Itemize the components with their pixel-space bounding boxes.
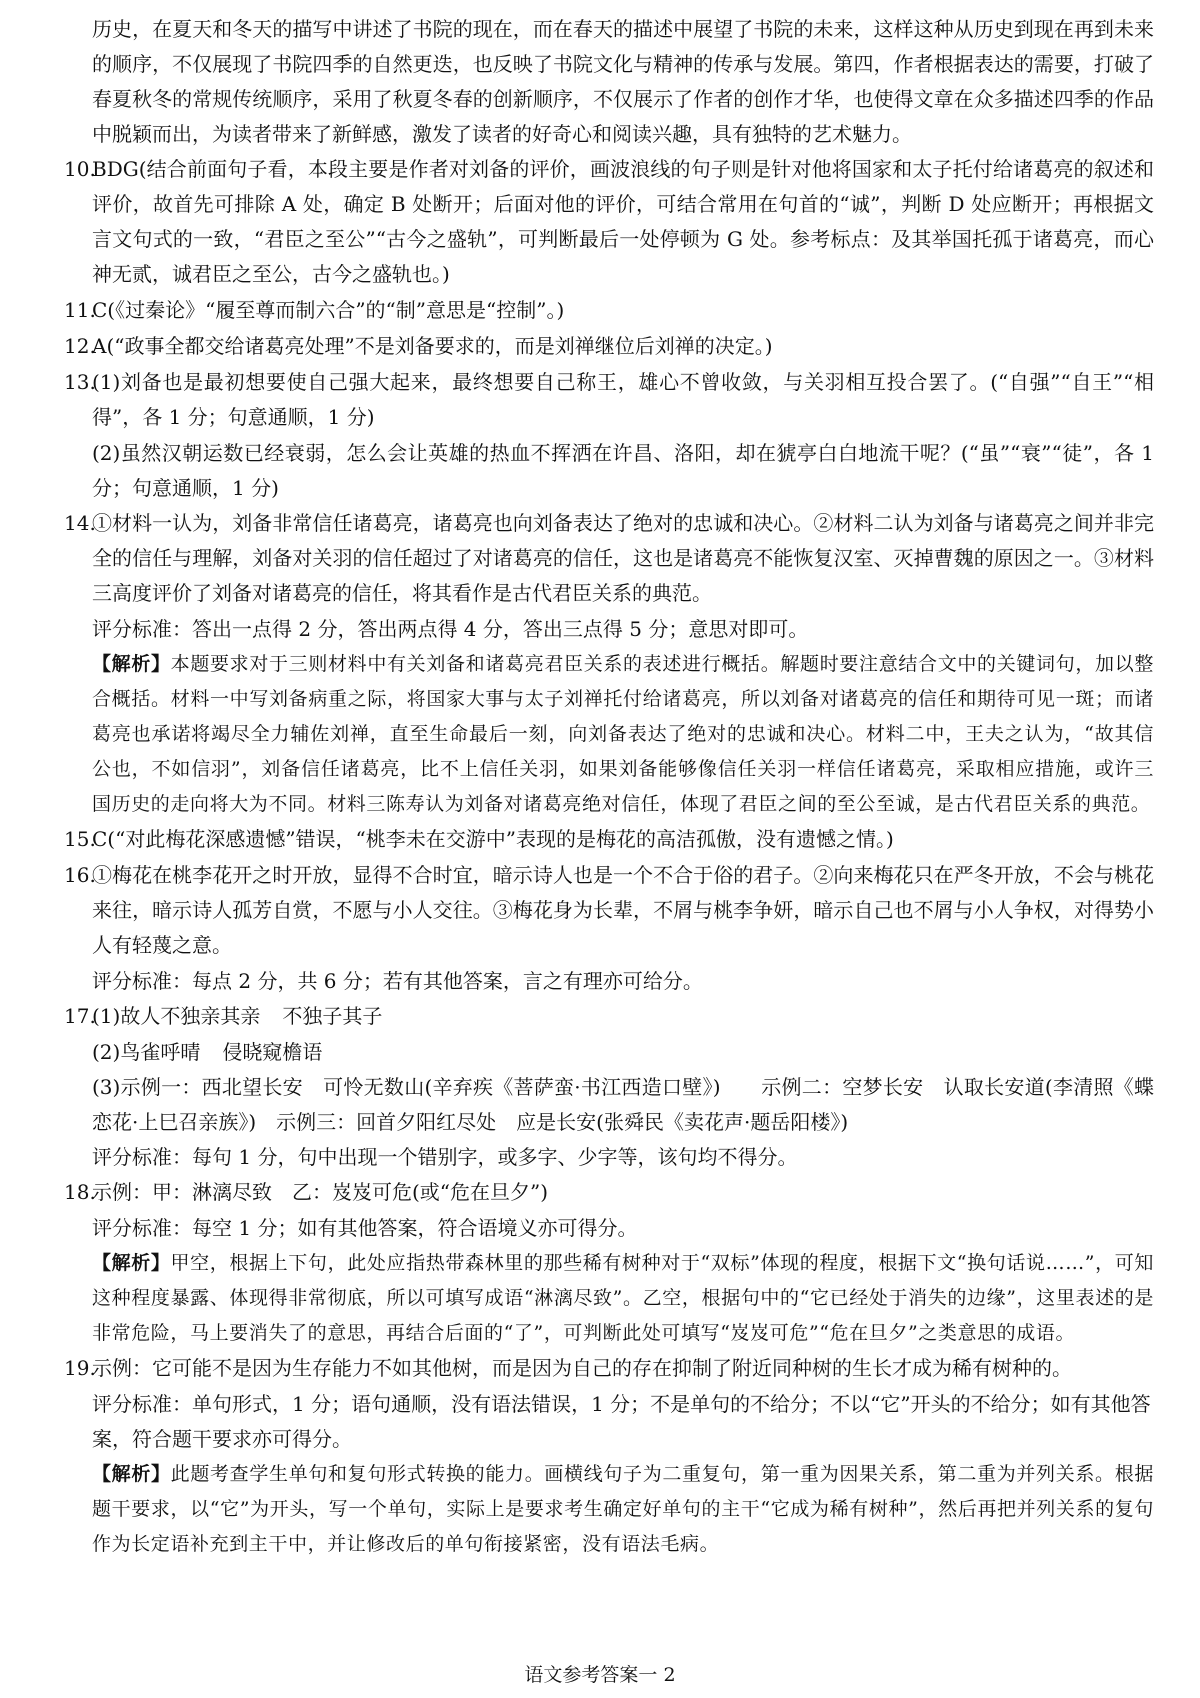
analysis-text: 本题要求对于三则材料中有关刘备和诸葛亮君臣关系的表述进行概括。解题时要注意结合文中的关键词句，加以整合概括。材料一中写刘备病重之际，将国家大事与太子刘禅托付给诸葛亮，所以刘备对诸葛亮的信任和期待可见一斑；而诸葛亮也承诺将竭尽全力辅佐刘禅，直至生命最后一刻，向刘备表达了绝对的忠诚和决心。材料二中，王夫之认为，“故其信公也，不如信羽”，刘备信任诸葛亮，比不上信任关羽，如果刘备能够像信任关羽一样信任诸葛亮，采取相应措施，或许三国历史的走向将大为不同。材料三陈寿认为刘备对诸葛亮绝对信任，体现了君臣之间的至公至诚，是古代君臣关系的典范。: [92, 653, 1154, 815]
item-text-1b: 不独子其子: [282, 1004, 383, 1028]
analysis-tag: 【解析】: [92, 1252, 171, 1274]
answer-item-16: [64, 858, 1154, 963]
scoring-standard-19: 评分标准：单句形式，1 分；语句通顺，没有语法错误，1 分；不是单句的不给分；不以“它”开头的不给分；如有其他答案，符合题干要求亦可得分。: [92, 1392, 1151, 1451]
intro-paragraph: 历史，在夏天和冬天的描写中讲述了书院的现在，而在春天的描述中展望了书院的未来，这样这种从历史到现在再到未来的顺序，不仅展现了书院四季的自然更迭，也反映了书院文化与精神的传承与发展。第四，作者根据表达的需要，打破了春夏秋冬的常规传统顺序，采用了秋夏冬春的创新顺序，不仅展示了作者的创作才华，也使得文章在众多描述四季的作品中脱颖而出，为读者带来了新鲜感，激发了读者的好奇心和阅读兴趣，具有独特的艺术魅力。: [92, 17, 1154, 146]
analysis-tag: 【解析】: [92, 653, 171, 675]
answer-item-12: [64, 329, 1154, 364]
item-number: 11.: [64, 298, 96, 322]
scoring-standard-18: 评分标准：每空 1 分；如有其他答案，符合语境义亦可得分。: [92, 1216, 638, 1240]
answer-item-14: [64, 506, 1154, 611]
analysis-text: 甲空，根据上下句，此处应指热带森林里的那些稀有树种对于“双标”体现的程度，根据下文“换句话说……”，可知这种程度暴露、体现得非常彻底，所以可填写成语“淋漓尽致”。乙空，根据句中的“它已经处于消失的边缘”，这里表述的是非常危险，马上要消失了的意思，再结合后面的“了”，可判断此处可填写“岌岌可危”“危在旦夕”之类意思的成语。: [92, 1252, 1155, 1344]
analysis-14: [64, 647, 1154, 822]
item-text: ①梅花在桃李花开之时开放，显得不合时宜，暗示诗人也是一个不合于俗的君子。②向来梅花只在严冬开放，不会与桃花来往，暗示诗人孤芳自赏，不愿与小人交往。③梅花身为长辈，不屑与桃李争妍，暗示自己也不屑与小人争权，对得势小人有轻蔑之意。: [92, 863, 1154, 957]
item-text: 示例：它可能不是因为生存能力不如其他树，而是因为自己的存在抑制了附近同种树的生长才成为稀有树种的。: [92, 1356, 1072, 1380]
part-2a: (2)鸟雀呼晴: [92, 1040, 201, 1064]
item-number: 19.: [64, 1356, 96, 1380]
item-text: C(《过秦论》“履至尊而制六合”的“制”意思是“控制”。): [92, 298, 565, 322]
part-2b: 侵晓窥檐语: [222, 1040, 323, 1064]
answer-item-11: [64, 293, 1154, 328]
item-text: 示例：甲：淋漓尽致 乙：岌岌可危(或“危在旦夕”): [92, 1180, 549, 1204]
analysis-tag: 【解析】: [92, 1463, 171, 1485]
analysis-text: 此题考查学生单句和复句形式转换的能力。画横线句子为二重复句，第一重为因果关系，第二重为并列关系。根据题干要求，以“它”为开头，写一个单句，实际上是要求考生确定好单句的主干“它成为稀有树种”，然后再把并列关系的复句作为长定语补充到主干中，并让修改后的单句衔接紧密，没有语法毛病。: [92, 1463, 1154, 1555]
page-footer: 语文参考答案一 2: [524, 1664, 676, 1686]
scoring-standard-14: 评分标准：答出一点得 2 分，答出两点得 4 分，答出三点得 5 分；意思对即可。: [92, 617, 809, 641]
answer-item-17: [64, 999, 1154, 1034]
item-text-1a: (1)故人不独亲其亲: [92, 1004, 261, 1028]
item-number: 14.: [64, 511, 96, 535]
item-text: C(“对此梅花深感遗憾”错误，“桃李未在交游中”表现的是梅花的高洁孤傲，没有遗憾之情。): [92, 827, 894, 851]
item-number: 18.: [64, 1180, 96, 1204]
answer-13-part-2: (2)虽然汉朝运数已经衰弱，怎么会让英雄的热血不挥洒在许昌、洛阳，却在猇亭白白地流干呢？(“虽”“衰”“徒”，各 1 分；句意通顺，1 分): [92, 441, 1154, 500]
item-text: A(“政事全都交给诸葛亮处理”不是刘备要求的，而是刘禅继位后刘禅的决定。): [92, 334, 773, 358]
item-number: 10.: [64, 157, 96, 181]
answer-item-10: [64, 152, 1154, 292]
item-number: 13.: [64, 370, 96, 394]
item-number: 17.: [64, 1004, 96, 1028]
analysis-18: [64, 1246, 1154, 1351]
answer-item-13: [64, 365, 1154, 435]
answer-17-part-2: [64, 1035, 1154, 1070]
item-number: 15.: [64, 827, 96, 851]
answer-17-part-3: (3)示例一：西北望长安 可怜无数山(辛弃疾《菩萨蛮·书江西造口壁》) 示例二：空梦长安 认取长安道(李清照《蝶恋花·上巳召亲族》) 示例三：回首夕阳红尽处 应是长安(张舜民《卖花声·题岳阳楼》): [92, 1075, 1154, 1134]
item-text: BDG(结合前面句子看，本段主要是作者对刘备的评价，画波浪线的句子则是针对他将国家和太子托付给诸葛亮的叙述和评价，故首先可排除 A 处，确定 B 处断开；后面对他的评价，可结合常用在句首的“诚”，判断 D 处应断开；再根据文言文句式的一致，“君臣之至公”“古今之盛轨”，可判断最后一处停顿为 G 处。参考标点：及其举国托孤于诸葛亮，而心神无贰，诚君臣之至公，古今之盛轨也。): [92, 157, 1154, 286]
item-number: 12.: [64, 334, 96, 358]
item-text: (1)刘备也是最初想要使自己强大起来，最终想要自己称王，雄心不曾收敛，与关羽相互投合罢了。(“自强”“自王”“相得”，各 1 分；句意通顺，1 分): [92, 370, 1154, 429]
scoring-standard-17: 评分标准：每句 1 分，句中出现一个错别字，或多字、少字等，该句均不得分。: [92, 1145, 798, 1169]
answer-item-15: [64, 822, 1154, 857]
item-text: ①材料一认为，刘备非常信任诸葛亮，诸葛亮也向刘备表达了绝对的忠诚和决心。②材料二认为刘备与诸葛亮之间并非完全的信任与理解，刘备对关羽的信任超过了对诸葛亮的信任，这也是诸葛亮不能恢复汉室、灭掉曹魏的原因之一。③材料三高度评价了刘备对诸葛亮的信任，将其看作是古代君臣关系的典范。: [92, 511, 1154, 605]
answer-item-18: [64, 1175, 1154, 1210]
answer-item-19: [64, 1351, 1154, 1386]
item-number: 16.: [64, 863, 96, 887]
scoring-standard-16: 评分标准：每点 2 分，共 6 分；若有其他答案，言之有理亦可给分。: [92, 969, 703, 993]
analysis-19: [64, 1457, 1154, 1562]
answer-content: [64, 12, 1154, 1562]
